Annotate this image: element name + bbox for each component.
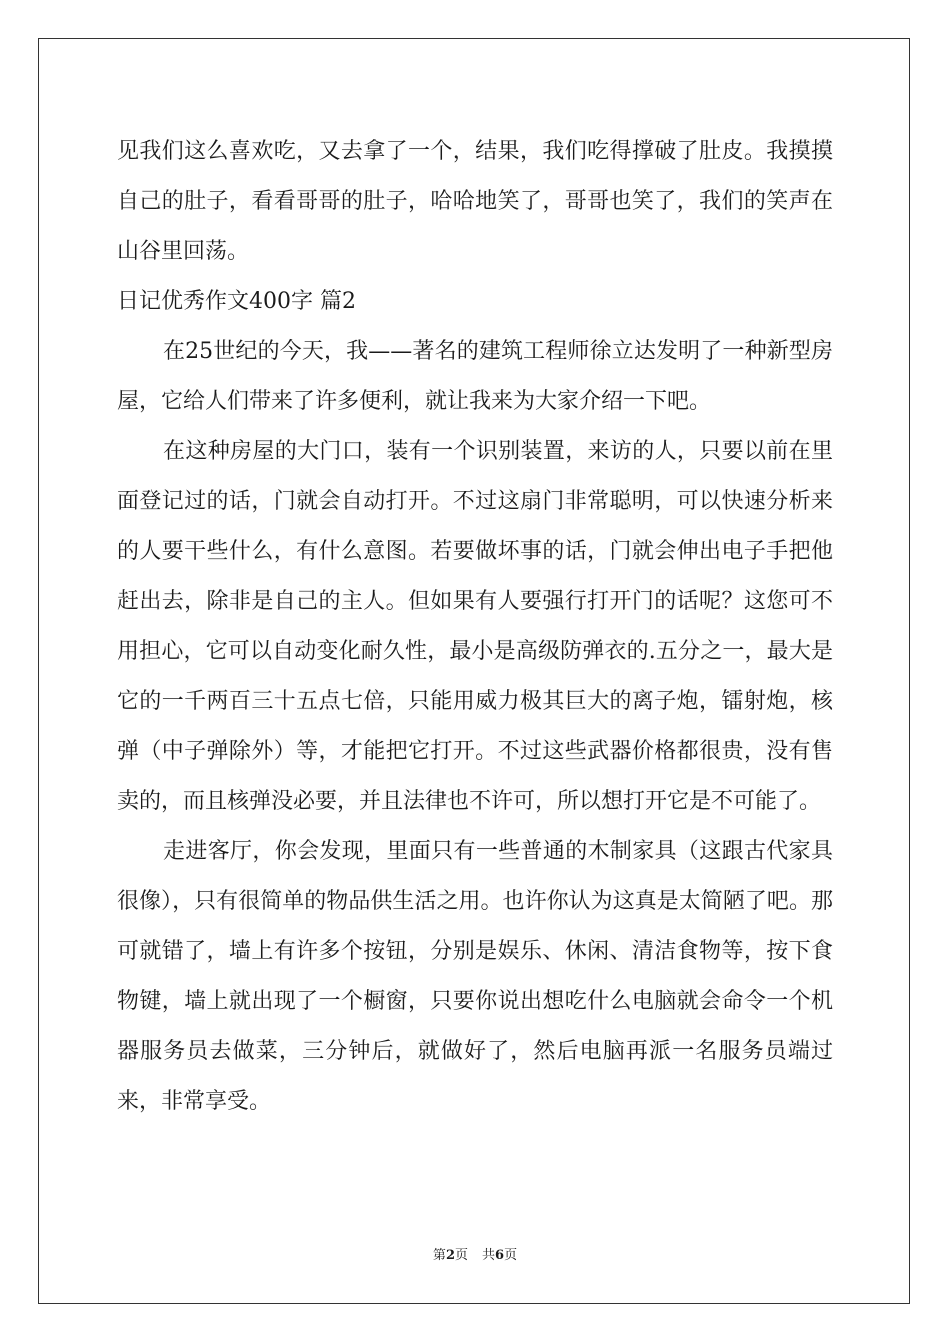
total-pages: 6 [495, 1248, 505, 1263]
page-number: 2 [445, 1248, 455, 1263]
paragraph-continued: 见我们这么喜欢吃，又去拿了一个，结果，我们吃得撑破了肚皮。我摸摸自己的肚子，看看哥哥的肚子，哈哈地笑了，哥哥也笑了，我们的笑声在山谷里回荡。 [117, 139, 833, 264]
paragraph-intro: 在25世纪的今天，我——著名的建筑工程师徐立达发明了一种新型房屋，它给人们带来了许多便利，就让我来为大家介绍一下吧。 [117, 339, 833, 414]
section-heading: 日记优秀作文400字 篇2 [117, 289, 356, 314]
page-prefix: 第 [432, 1248, 446, 1263]
paragraph-door: 在这种房屋的大门口，装有一个识别装置，来访的人，只要以前在里面登记过的话，门就会自动打开。不过这扇门非常聪明，可以快速分析来的人要干些什么，有什么意图。若要做坏事的话，门就会伸出电子手把他赶出去，除非是自己的主人。但如果有人要强行打开门的话呢？这您可不用担心，它可以自动变化耐久性，最小是高级防弹衣的.五分之一，最大是它的一千两百三十五点七倍，只能用威力极其巨大的离子炮，镭射炮，核弹（中子弹除外）等，才能把它打开。不过这些武器价格都很贵，没有售卖的，而且核弹没必要，并且法律也不许可，所以想打开它是不可能了。 [117, 439, 833, 814]
paragraph-living-room: 走进客厅，你会发现，里面只有一些普通的木制家具（这跟古代家具很像），只有很简单的物品供生活之用。也许你认为这真是太简陋了吧。那可就错了，墙上有许多个按钮，分别是娱乐、休闲、清洁食物等，按下食物键，墙上就出现了一个橱窗，只要你说出想吃什么电脑就会命令一个机器服务员去做菜，三分钟后，就做好了，然后电脑再派一名服务员端过来，非常享受。 [117, 839, 833, 1114]
page-footer [0, 1246, 950, 1266]
document-body [117, 127, 833, 1127]
total-suffix: 页 [504, 1248, 518, 1263]
total-prefix: 共 [482, 1248, 496, 1263]
page-suffix: 页 [454, 1248, 468, 1263]
